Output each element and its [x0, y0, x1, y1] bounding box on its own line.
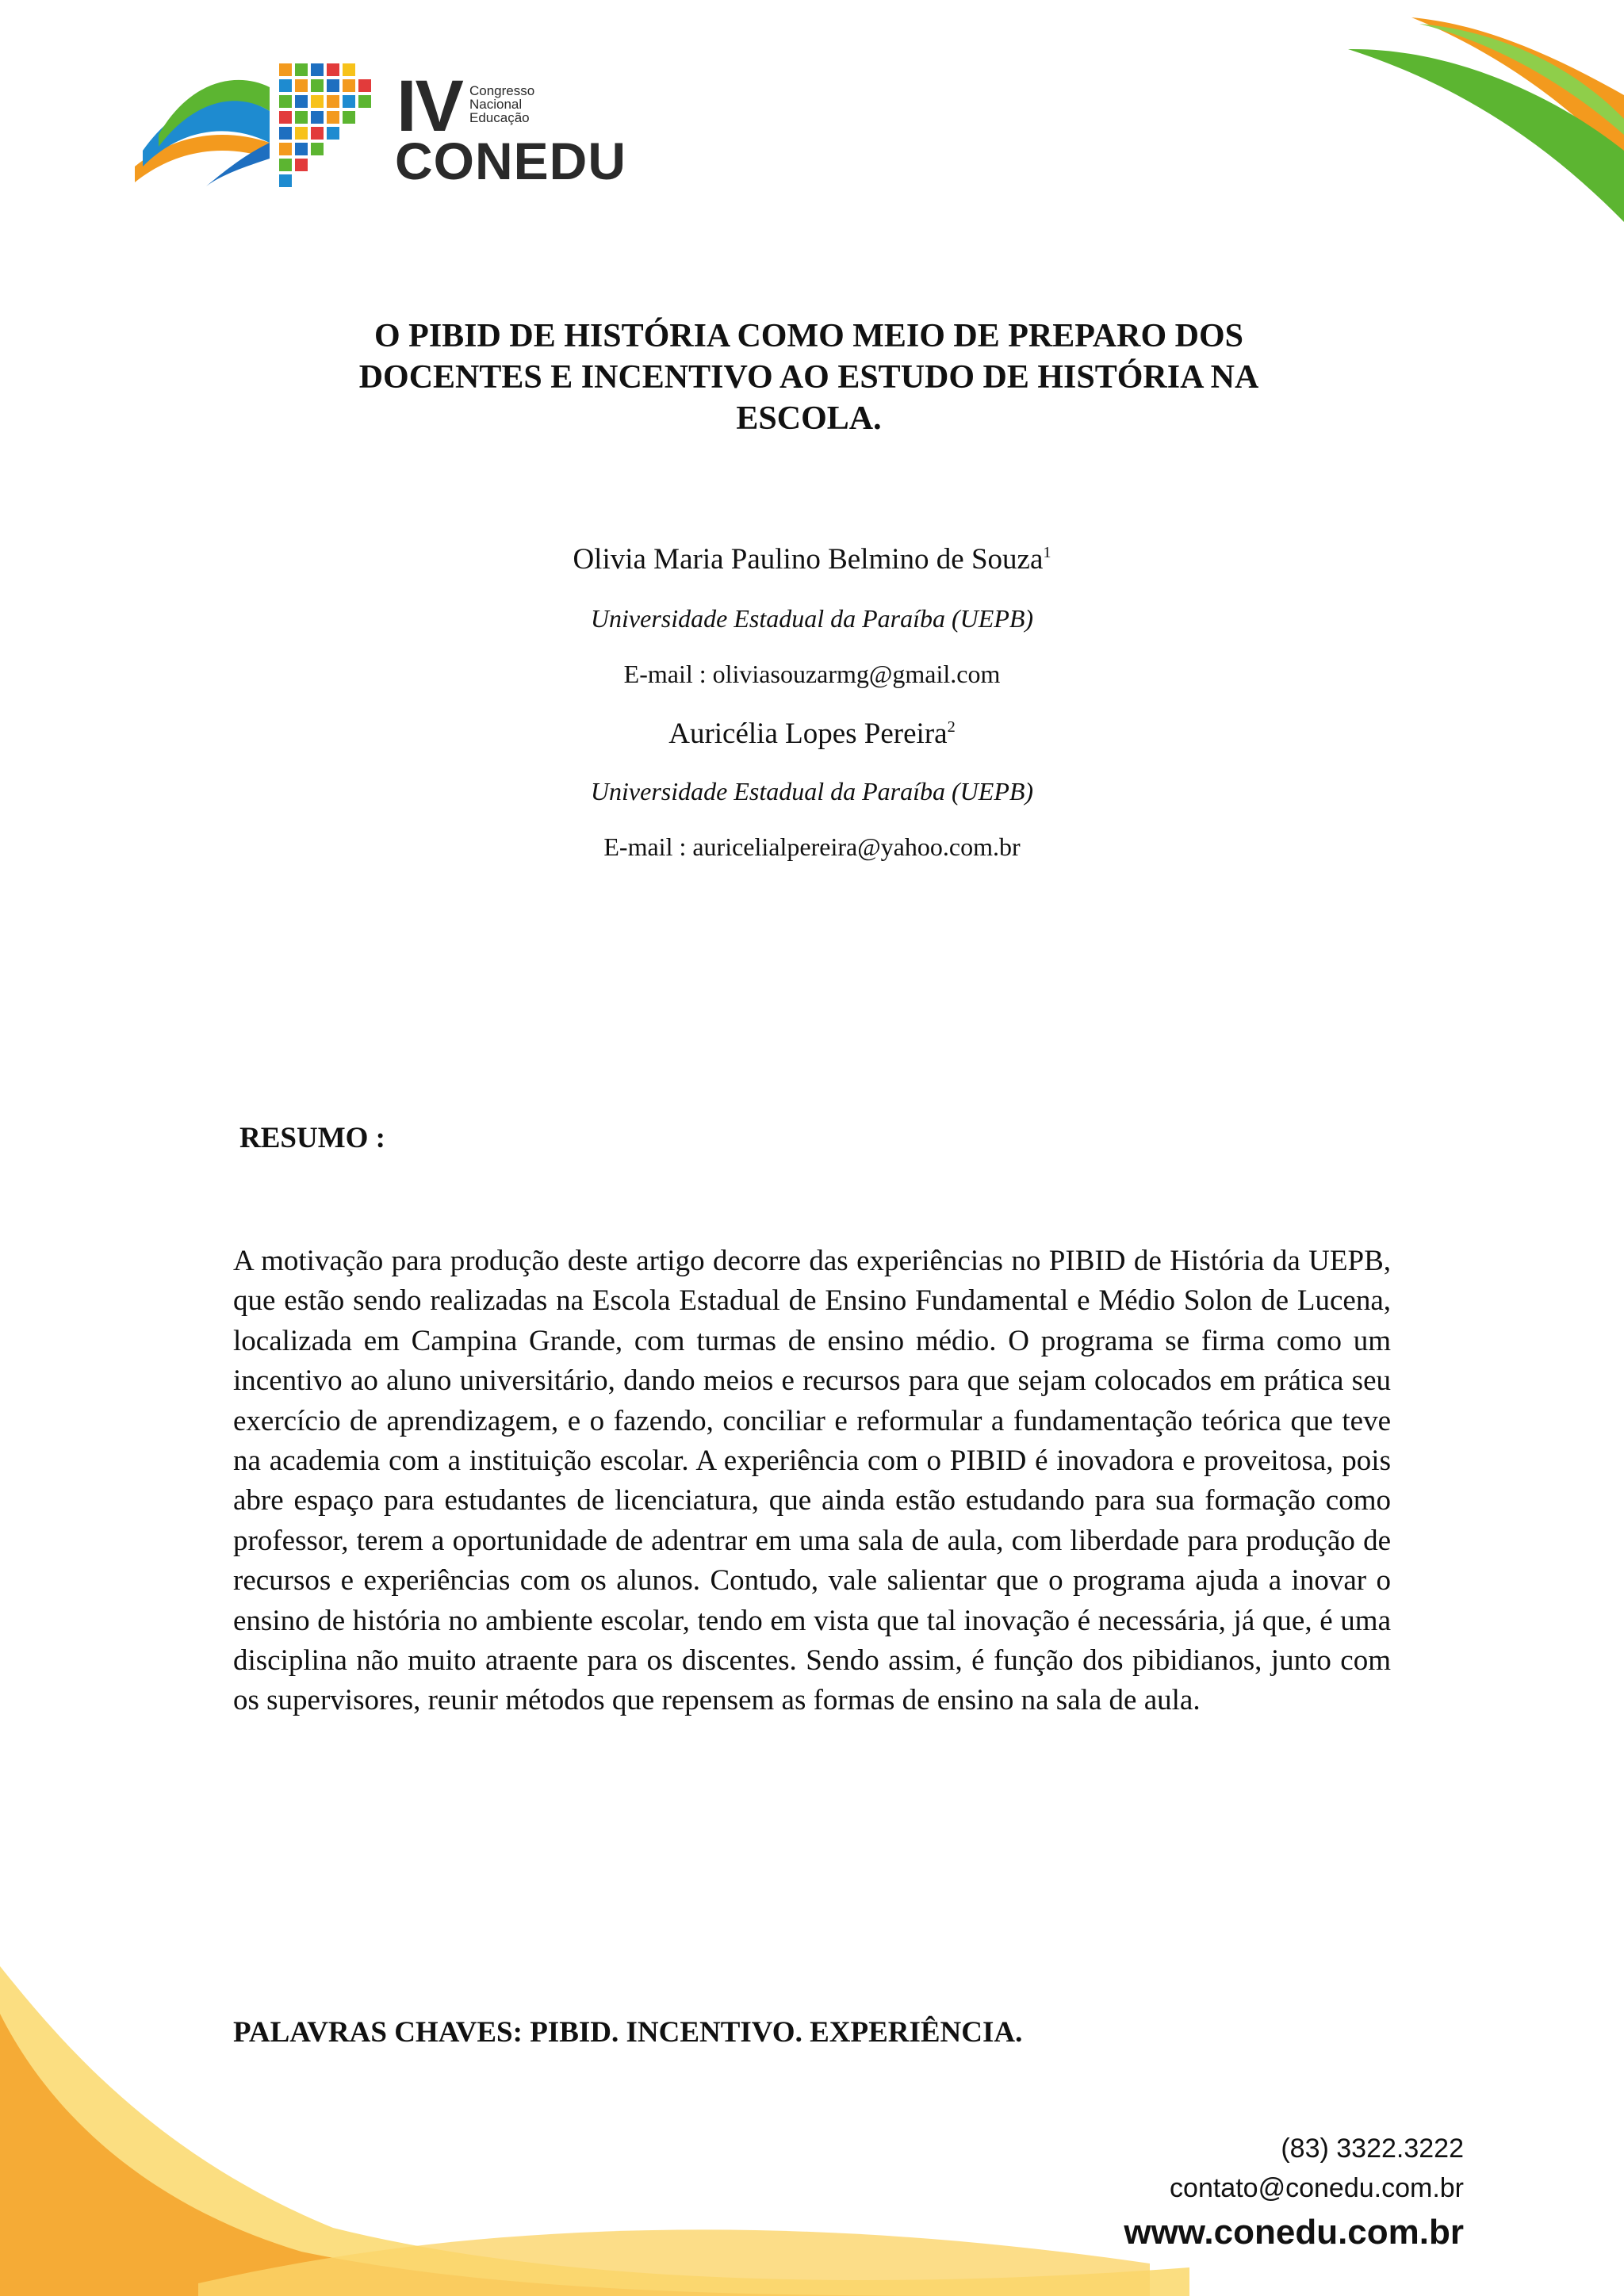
conedu-logo: [127, 48, 627, 198]
footer-website[interactable]: www.conedu.com.br: [1124, 2213, 1464, 2252]
keywords: PALAVRAS CHAVES: PIBID. INCENTIVO. EXPERIÊNCIA.: [233, 2016, 1023, 2049]
author-1-email: E-mail : oliviasouzarmg@gmail.com: [623, 660, 1001, 688]
author-2-name-text: Auricélia Lopes Pereira: [668, 718, 948, 750]
footer-email[interactable]: contato@conedu.com.br: [1170, 2173, 1464, 2203]
abstract-heading: RESUMO :: [239, 1122, 385, 1154]
logo-subtitle-line: Congresso: [469, 83, 535, 98]
logo-roman-numeral: IV: [396, 66, 462, 147]
abstract-body: A motivação para produção deste artigo decorre das experiências no PIBID de História da UEPB, que estão sendo realizadas na Escola Estadual de Ensino Fundamental e Médio Solon de Lucena, localizada em Campina Grande, com turmas de ensino médio. O programa se firma como um incentivo ao aluno universitário, dando meios e recursos para que sejam colocados em prática seu exercício de aprendizagem, e o fazendo, conciliar e reformular a fundamentação teórica que teve na academia com a instituição escolar. A experiência com o PIBID é inovadora e proveitosa, pois abre espaço para estudantes de licenciatura, que ainda estão estudando para sua formação como professor, terem a oportunidade de adentrar em uma sala de aula, com liberdade para produção de recursos e experiências com os alunos. Contudo, vale salientar que o programa ajuda a inovar o ensino de história no ambiente escolar, tendo em vista que tal inovação é necessária, já que, é uma disciplina não muito atraente para os discentes. Sendo assim, é função dos pibidianos, junto com os supervisores, reunir métodos que repensem as formas de ensino na sala de aula.: [233, 1245, 1391, 1717]
logo-subtitle-line: Nacional: [469, 97, 523, 112]
logo-subtitle: [469, 84, 580, 124]
footer-phone: (83) 3322.3222: [1281, 2133, 1464, 2164]
logo-acronym: CONEDU: [395, 132, 627, 190]
author-1-name-text: Olivia Maria Paulino Belmino de Souza: [573, 543, 1044, 576]
title-line: O PIBID DE HISTÓRIA COMO MEIO DE PREPARO DOS: [374, 318, 1243, 354]
author-2-affiliation: Universidade Estadual da Paraíba (UEPB): [590, 777, 1034, 806]
author-2-name: [0, 717, 1624, 752]
paper-title: [238, 316, 1380, 439]
author-2-footnote-mark: 2: [947, 718, 956, 736]
logo-subtitle-line: Educação: [469, 110, 530, 125]
author-1-footnote-mark: 1: [1043, 543, 1051, 561]
title-line: ESCOLA.: [736, 400, 882, 437]
book-logo-icon: [127, 48, 396, 198]
title-line: DOCENTES E INCENTIVO AO ESTUDO DE HISTÓRIA NA: [358, 359, 1259, 396]
author-1-affiliation: Universidade Estadual da Paraíba (UEPB): [590, 604, 1034, 633]
author-1-name: [0, 542, 1624, 577]
author-2-email: E-mail : auricelialpereira@yahoo.com.br: [603, 832, 1021, 861]
